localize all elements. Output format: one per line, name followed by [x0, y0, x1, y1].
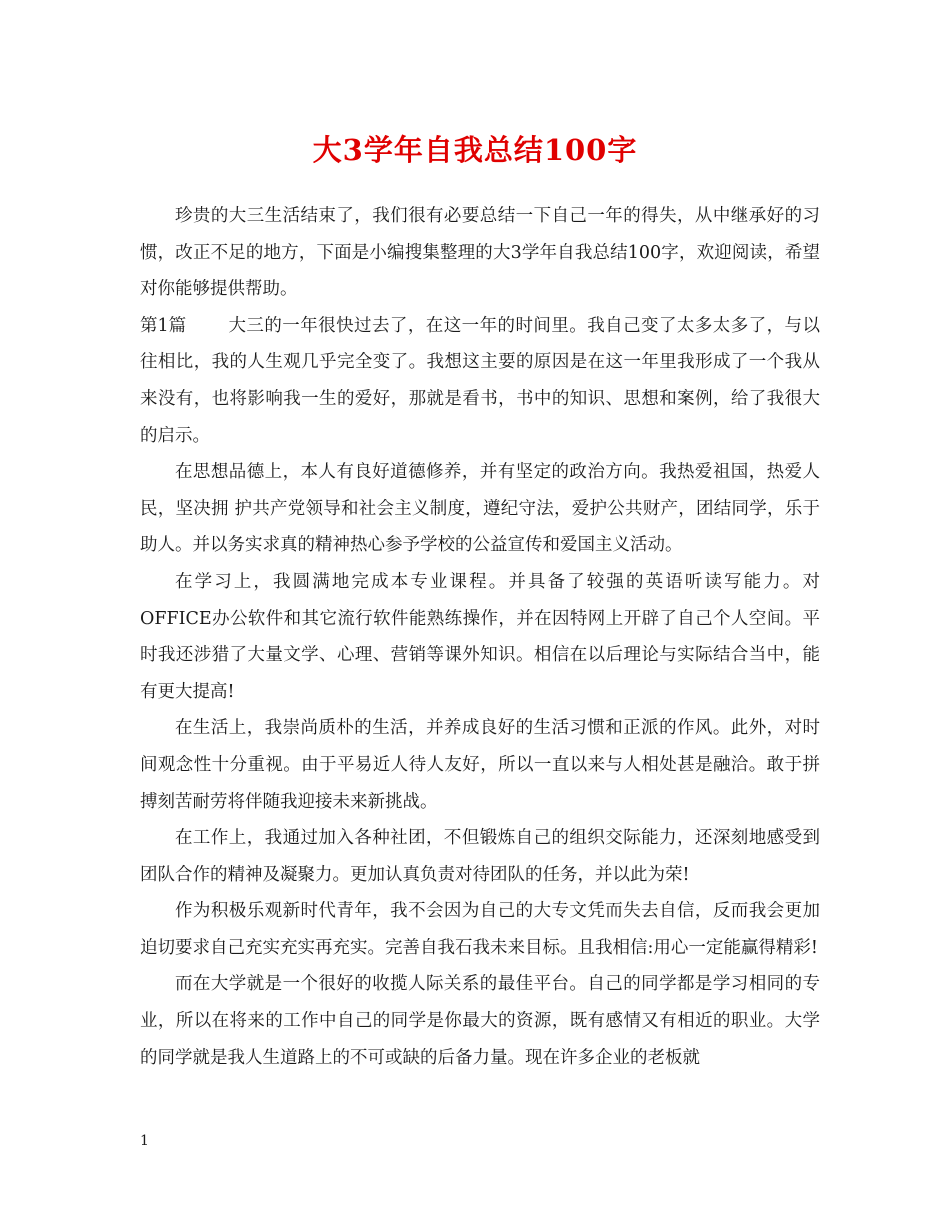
page-number: 1: [140, 1133, 149, 1149]
paragraph-work: 在工作上，我通过加入各种社团，不但锻炼自己的组织交际能力，还深刻地感受到团队合作的精神及凝聚力。更加认真负责对待团队的任务，并以此为荣!: [140, 828, 820, 885]
intro-paragraph: 珍贵的大三生活结束了，我们很有必要总结一下自己一年的得失，从中继承好的习惯，改正不足的地方，下面是小编搜集整理的大3学年自我总结100字，欢迎阅读，希望对你能够提供帮助。: [140, 206, 820, 300]
document-body: [140, 198, 820, 1076]
paragraph-youth: 作为积极乐观新时代青年，我不会因为自己的大专文凭而失去自信，反而我会更加迫切要求自己充实充实再充实。完善自我石我未来目标。且我相信:用心一定能赢得精彩!: [140, 901, 820, 958]
paragraph-ideology: 在思想品德上，本人有良好道德修养，并有坚定的政治方向。我热爱祖国，热爱人民，坚决拥 护共产党领导和社会主义制度，遵纪守法，爱护公共财产，团结同学，乐于助人。并以务实求真的精神热心参予学校的公益宣传和爱国主义活动。: [140, 462, 820, 556]
paragraph-study: 在学习上，我圆满地完成本专业课程。并具备了较强的英语听读写能力。对OFFICE办公软件和其它流行软件能熟练操作，并在因特网上开辟了自己个人空间。平时我还涉猎了大量文学、心理、营销等课外知识。相信在以后理论与实际结合当中，能有更大提高!: [140, 571, 820, 702]
paragraph-life: 在生活上，我崇尚质朴的生活，并养成良好的生活习惯和正派的作风。此外，对时间观念性十分重视。由于平易近人待人友好，所以一直以来与人相处甚是融洽。敢于拼搏刻苦耐劳将伴随我迎接未来新挑战。: [140, 718, 820, 812]
section-text: 大三的一年很快过去了，在这一年的时间里。我自己变了太多太多了，与以往相比，我的人生观几乎完全变了。我想这主要的原因是在这一年里我形成了一个我从来没有，也将影响我一生的爱好，那就是看书，书中的知识、思想和案例，给了我很大的启示。: [140, 315, 820, 446]
document-title: 大3学年自我总结100字: [312, 133, 638, 167]
section-paragraph: [140, 308, 820, 454]
section-label: 第1篇: [140, 315, 187, 336]
paragraph-network: 而在大学就是一个很好的收揽人际关系的最佳平台。自己的同学都是学习相同的专业，所以在将来的工作中自己的同学是你最大的资源，既有感情又有相近的职业。大学的同学就是我人生道路上的不可或缺的后备力量。现在许多企业的老板就: [140, 974, 820, 1068]
